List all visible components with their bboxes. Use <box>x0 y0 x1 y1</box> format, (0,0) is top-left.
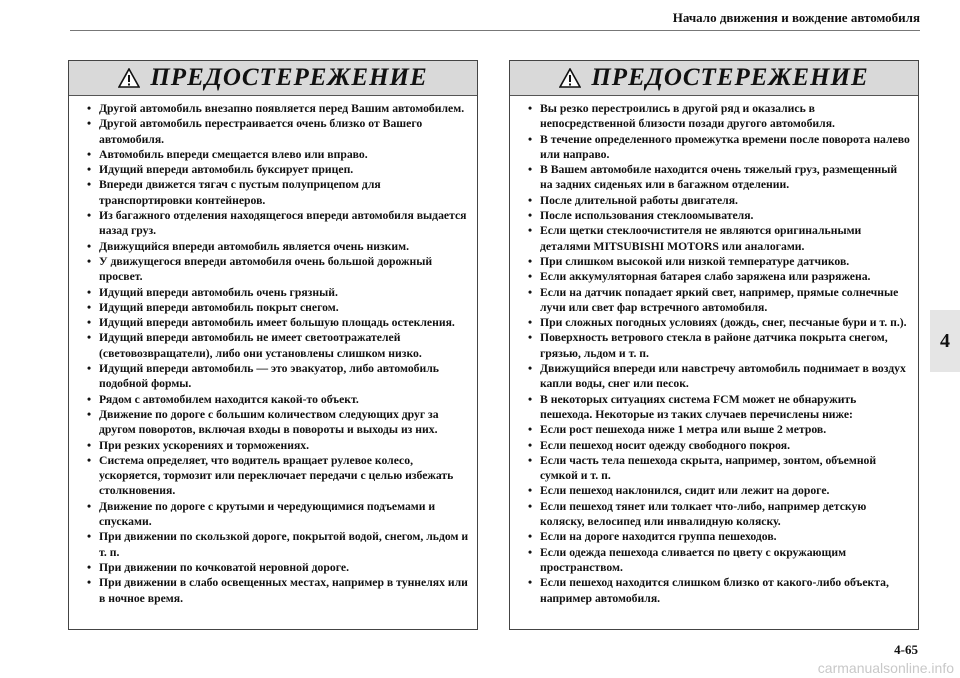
list-item: • Если на дороге находится группа пешеходов. <box>528 529 910 544</box>
list-item: • При резких ускорениях и торможениях. <box>87 438 469 453</box>
list-item: • Поверхность ветрового стекла в районе датчика покрыта снегом, грязью, льдом и т. п. <box>528 330 910 361</box>
list-item: • Система определяет, что водитель вращает рулевое колесо, ускоряется, тормозит или переключает передачи с целью избежать столкновения. <box>87 453 469 499</box>
list-item: • Движение по дороге с большим количеством следующих друг за другом поворотов, включая входы в повороты и выходы из них. <box>87 407 469 438</box>
list-item: • Идущий впереди автомобиль — это эвакуатор, либо автомобиль подобной формы. <box>87 361 469 392</box>
list-item: • Идущий впереди автомобиль буксирует прицеп. <box>87 162 469 177</box>
warning-box-left <box>68 60 478 630</box>
list-item: • Идущий впереди автомобиль очень грязный. <box>87 285 469 300</box>
header-divider <box>70 30 920 31</box>
list-item: • Движущийся впереди или навстречу автомобиль поднимает в воздух капли воды, снег или песок. <box>528 361 910 392</box>
list-item: • При движении по кочковатой неровной дороге. <box>87 560 469 575</box>
list-item: • Если аккумуляторная батарея слабо заряжена или разряжена. <box>528 269 910 284</box>
list-item: • Если на датчик попадает яркий свет, например, прямые солнечные лучи или свет фар встречного автомобиля. <box>528 285 910 316</box>
list-item: • Автомобиль впереди смещается влево или вправо. <box>87 147 469 162</box>
list-item: • Если часть тела пешехода скрыта, например, зонтом, объемной сумкой и т. п. <box>528 453 910 484</box>
list-item: • Если рост пешехода ниже 1 метра или выше 2 метров. <box>528 422 910 437</box>
list-item: • Из багажного отделения находящегося впереди автомобиля выдается назад груз. <box>87 208 469 239</box>
warning-box-right <box>509 60 919 630</box>
list-item: • Движение по дороге с крутыми и чередующимися подъемами и спусками. <box>87 499 469 530</box>
list-item: • После использования стеклоомывателя. <box>528 208 910 223</box>
list-item: • У движущегося впереди автомобиля очень большой дорожный просвет. <box>87 254 469 285</box>
list-item: • При слишком высокой или низкой температуре датчиков. <box>528 254 910 269</box>
warning-box-right-title: ПРЕДОСТЕРЕЖЕНИЕ <box>591 64 869 91</box>
list-item: • При сложных погодных условиях (дождь, снег, песчаные бури и т. п.). <box>528 315 910 330</box>
list-item: • Идущий впереди автомобиль не имеет светоотражателей (световозвращатели), либо они установлены слишком низко. <box>87 330 469 361</box>
list-item: • Если одежда пешехода сливается по цвету с окружающим пространством. <box>528 545 910 576</box>
list-item: • В Вашем автомобиле находится очень тяжелый груз, размещенный на задних сиденьях или в багажном отделении. <box>528 162 910 193</box>
warning-box-left-header <box>69 61 477 96</box>
warning-list-right <box>510 101 918 606</box>
list-item: • Если щетки стеклоочистителя не являются оригинальными деталями MITSUBISHI MOTORS или аналогами. <box>528 223 910 254</box>
page-header-title: Начало движения и вождение автомобиля <box>672 10 920 25</box>
list-item: • Движущийся впереди автомобиль является очень низким. <box>87 239 469 254</box>
watermark: carmanualsonline.info <box>817 660 954 676</box>
warning-box-left-title: ПРЕДОСТЕРЕЖЕНИЕ <box>150 64 428 91</box>
warning-list-left <box>69 101 477 606</box>
list-item: • Если пешеход наклонился, сидит или лежит на дороге. <box>528 483 910 498</box>
list-item: • Вы резко перестроились в другой ряд и оказались в непосредственной близости позади другого автомобиля. <box>528 101 910 132</box>
warning-triangle-icon <box>559 68 581 88</box>
list-item: • После длительной работы двигателя. <box>528 193 910 208</box>
list-item: • Идущий впереди автомобиль имеет большую площадь остекления. <box>87 315 469 330</box>
list-item: • Впереди движется тягач с пустым полуприцепом для транспортировки контейнеров. <box>87 177 469 208</box>
list-item: • Если пешеход носит одежду свободного покроя. <box>528 438 910 453</box>
list-item: • Если пешеход находится слишком близко от какого-либо объекта, например автомобиля. <box>528 575 910 606</box>
list-item: • При движении по скользкой дороге, покрытой водой, снегом, льдом и т. п. <box>87 529 469 560</box>
list-item: • Если пешеход тянет или толкает что-либо, например детскую коляску, велосипед или инвалидную коляску. <box>528 499 910 530</box>
list-item: • При движении в слабо освещенных местах, например в туннелях или в ночное время. <box>87 575 469 606</box>
page-number: 4-65 <box>894 642 918 657</box>
section-tab: 4 <box>930 310 960 372</box>
list-item: • Другой автомобиль перестраивается очень близко от Вашего автомобиля. <box>87 116 469 147</box>
list-item: • В некоторых ситуациях система FCM может не обнаружить пешехода. Некоторые из таких случаев перечислены ниже: <box>528 392 910 423</box>
list-item: • В течение определенного промежутка времени после поворота налево или направо. <box>528 132 910 163</box>
list-item: • Рядом с автомобилем находится какой-то объект. <box>87 392 469 407</box>
warning-box-right-header <box>510 61 918 96</box>
warning-triangle-icon <box>118 68 140 88</box>
list-item: • Другой автомобиль внезапно появляется перед Вашим автомобилем. <box>87 101 469 116</box>
list-item: • Идущий впереди автомобиль покрыт снегом. <box>87 300 469 315</box>
